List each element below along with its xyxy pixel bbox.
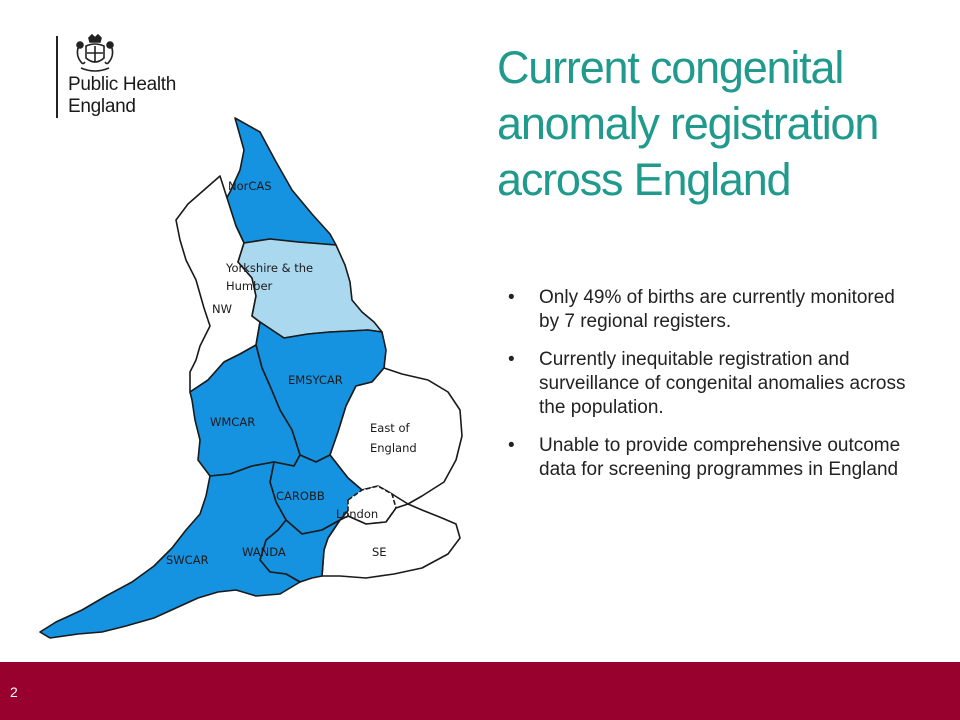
title-line3: across England (497, 154, 791, 205)
title-line1: Current congenital (497, 42, 844, 93)
footer-bar (0, 662, 960, 720)
label-east-line2: England (370, 441, 417, 455)
england-regions-map (30, 110, 480, 650)
royal-crest-icon (72, 34, 118, 78)
page-number: 2 (10, 684, 18, 700)
slide-title (497, 40, 937, 208)
org-name-line1: Public Health (68, 74, 177, 95)
label-nw: NW (212, 302, 232, 316)
label-se: SE (372, 545, 387, 559)
label-east-line1: East of (370, 421, 410, 435)
label-norcas: NorCAS (228, 179, 272, 193)
label-wanda: WANDA (242, 545, 286, 559)
label-swcar: SWCAR (166, 553, 209, 567)
bullet-item: • Unable to provide comprehensive outcome data for screening programmes in England (508, 434, 908, 482)
label-emsycar: EMSYCAR (288, 373, 343, 387)
label-yorkshire-line1: Yorkshire & the (226, 261, 314, 275)
label-wmcar: WMCAR (210, 415, 256, 429)
label-carobb: CAROBB (276, 489, 325, 503)
bullet-item: • Currently inequitable registration and surveillance of congenital anomalies across the population. (508, 348, 908, 420)
logo-divider (56, 36, 58, 118)
org-name-line2: England (68, 96, 136, 117)
key-points-list (508, 286, 908, 496)
title-line2: anomaly registration (497, 98, 879, 149)
label-london: London (336, 507, 379, 521)
label-yorkshire-line2: Humber (226, 279, 273, 293)
bullet-item: • Only 49% of births are currently monitored by 7 regional registers. (508, 286, 908, 334)
